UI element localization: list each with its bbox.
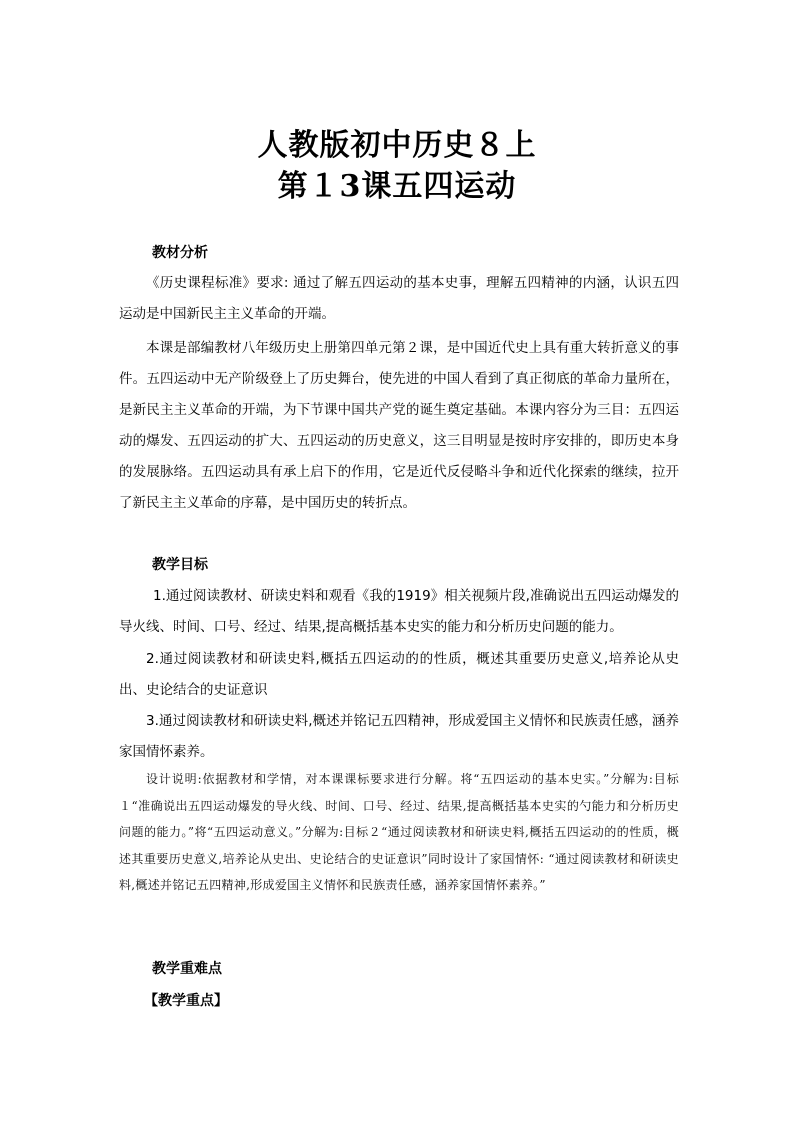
analysis-paragraph-2: 本课是部编教材八年级历史上册第四单元第２课，是中国近代史上具有重大转折意义的事件。五四运动中无产阶级登上了历史舞台，使先进的中国人看到了真正彻底的革命力量所在，是新民主主义革命的开端，为下节课中国共产党的诞生奠定基础。本课内容分为三目：五四运动的爆发、五四运动的扩大、五四运动的历史意义，这三目明显是按时序安排的，即历史本身的发展脉络。五四运动具有承上启下的作用，它是近代反侵略斗争和近代化探索的继续，拉开了新民主主义革命的序幕，是中国历史的转折点。 (119, 340, 679, 511)
section-heading-key-points: 教学重难点 (152, 961, 222, 977)
section-heading-objectives: 教学目标 (152, 557, 208, 573)
objective-item-3: 3.通过阅读教材和研读史料,概述并铭记五四精神，形成爱国主义情怀和民族责任感，涵养家国情怀素养。 (119, 713, 679, 760)
objective-item-1: 1.通过阅读教材、研读史料和观看《我的1919》相关视频片段,准确说出五四运动爆发的导火线、时间、口号、经过、结果,提高概括基本史实的能力和分析历史问题的能力。 (119, 588, 679, 635)
document-title-line1: 人教版初中历史８上 (257, 128, 537, 163)
document-title-line2: 第１3课五四运动 (277, 169, 517, 204)
design-note: 设计说明:依据教材和学情，对本课课标要求进行分解。将“五四运动的基本史实。”分解为:目标１“准确说出五四运动爆发的导火线、时间、口号、经过、结果,提高概括基本史实的勺能力和分析历史问题的能力。”将“五四运动意义。”分解为:目标２“通过阅读教材和研读史料,概括五四运动的的性质，概述其重要历史意义,培养论从史出、史论结合的史证意识”同时设计了家国情怀: “通过阅读教材和研读史料,概述并铭记五四精神,形成爱国主义情怀和民族责任感，涵养家国情怀素养。” (119, 772, 679, 893)
subheading-teaching-focus: 【教学重点】 (144, 993, 228, 1009)
objective-item-2: 2.通过阅读教材和研读史料,概括五四运动的的性质，概述其重要历史意义,培养论从史出、史论结合的史证意识 (119, 651, 679, 698)
analysis-paragraph-1: 《历史课程标准》要求: 通过了解五四运动的基本史事，理解五四精神的内涵，认识五四运动是中国新民主主义革命的开端。 (119, 275, 679, 322)
section-heading-analysis: 教材分析 (152, 245, 208, 261)
